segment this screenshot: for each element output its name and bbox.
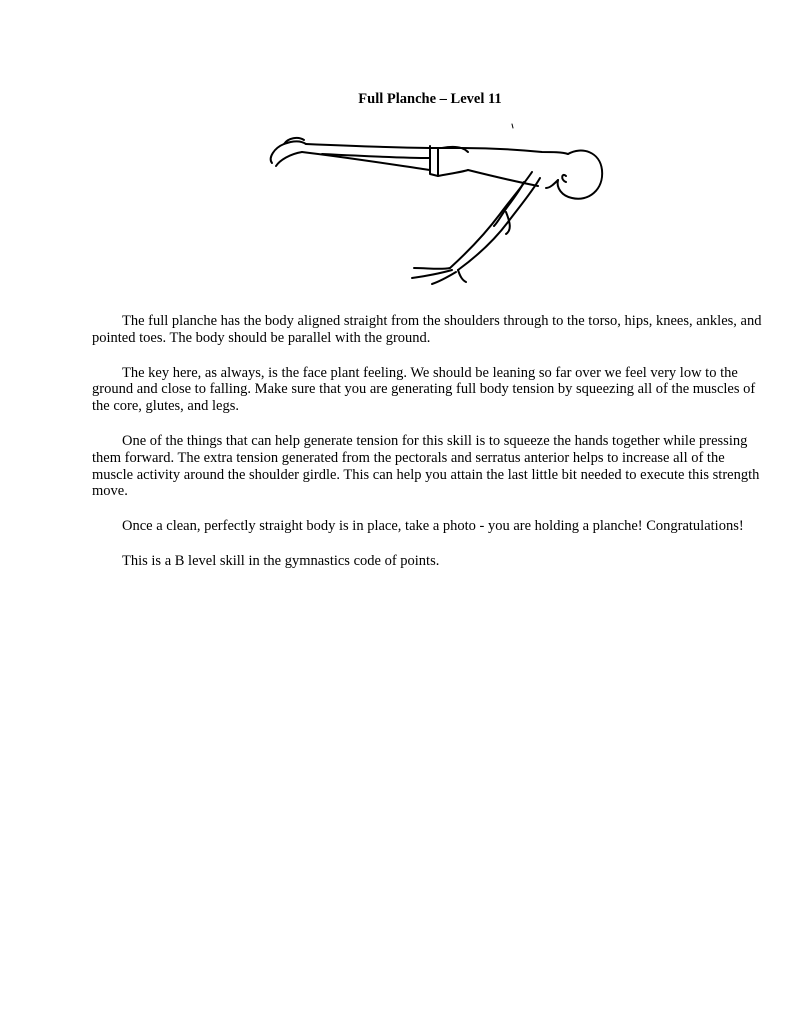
paragraph-key: The key here, as always, is the face plant feeling. We should be leaning so far over we feel very low to the ground and close to falling. Make sure that you are generating full body tension by squeezing all of the muscles of the core, glutes, and legs. (92, 364, 756, 415)
planche-figure-illustration-icon (262, 118, 612, 288)
planche-figure (262, 118, 612, 288)
paragraph-tension: One of the things that can help generate tension for this skill is to squeeze the hands together while pressing them forward. The extra tension generated from the pectorals and serratus anterior helps to increase all of the muscle activity around the shoulder girdle. This can help you attain the last little bit needed to execute this strength move. (92, 432, 760, 500)
page-title: Full Planche – Level 11 (358, 91, 502, 107)
paragraph-congratulations: Once a clean, perfectly straight body is in place, take a photo - you are holding a planche! Congratulations! (122, 518, 744, 535)
body-text (92, 313, 762, 588)
paragraph-skill-level: This is a B level skill in the gymnastics code of points. (122, 552, 440, 569)
paragraph-intro: The full planche has the body aligned straight from the shoulders through to the torso, hips, knees, ankles, and pointed toes. The body should be parallel with the ground. (92, 313, 762, 346)
